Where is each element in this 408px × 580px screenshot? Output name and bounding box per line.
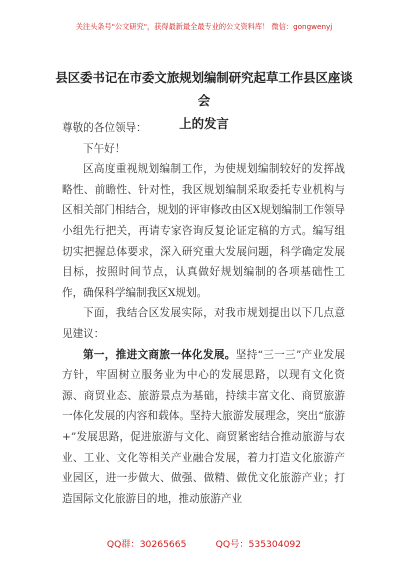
page-header-banner: 关注头条号"公文研究"，获得最新最全最专业的公文资料库！ 微信：gongwenyj [75, 22, 333, 31]
paragraph-transition: 下面，我结合区发展实际，对我市规划提出以下几点意见建议： [62, 307, 345, 340]
document-body [62, 118, 345, 509]
point-1-text: 坚持“三一三”产业发展方针，牢固树立服务业为中心的发展思路，以现有文化资源、商贸业态、旅游景点为基础，持续丰富文化、商贸旅游一体化发展的内容和载体。坚持大旅游发展理念，突出“旅游+”发展思路，促进旅游与文化、商贸紧密结合推动旅游与农业、工业、文化等相关产业融合发展，着力打造文化旅游产业园区，进一步做大、做强、做精、做优文化旅游产业；打造国际文化旅游目的地，推动旅游产业 [62, 348, 345, 505]
paragraph-point-1 [62, 345, 345, 510]
greeting: 下午好！ [83, 142, 126, 155]
salutation: 尊敬的各位领导： [62, 122, 147, 134]
point-1-heading: 第一，推进文商旅一体化发展。 [83, 348, 236, 361]
document-title-line-2: 上的发言 [179, 116, 229, 131]
paragraph-intro: 区高度重视规划编制工作，为使规划编制较好的发挥战略性、前瞻性、针对性，我区规划编制采取委托专业机构与区相关部门相结合，规划的评审修改由区X规划编制工作领导小组先行把关，再请专家咨询反复论证定稿的方式。编写组切实把握总体要求，深入研究重大发展问题，科学确定发展目标，按照时间节点，认真做好规划编制的各项基础性工作，确保科学编制我区X规划。 [62, 163, 345, 299]
page-footer-contact: QQ群：30265665 QQ号：535304092 [106, 539, 302, 550]
document-title-line-1: 县区委书记在市委文旅规划编制研究起草工作县区座谈会 [55, 70, 353, 108]
